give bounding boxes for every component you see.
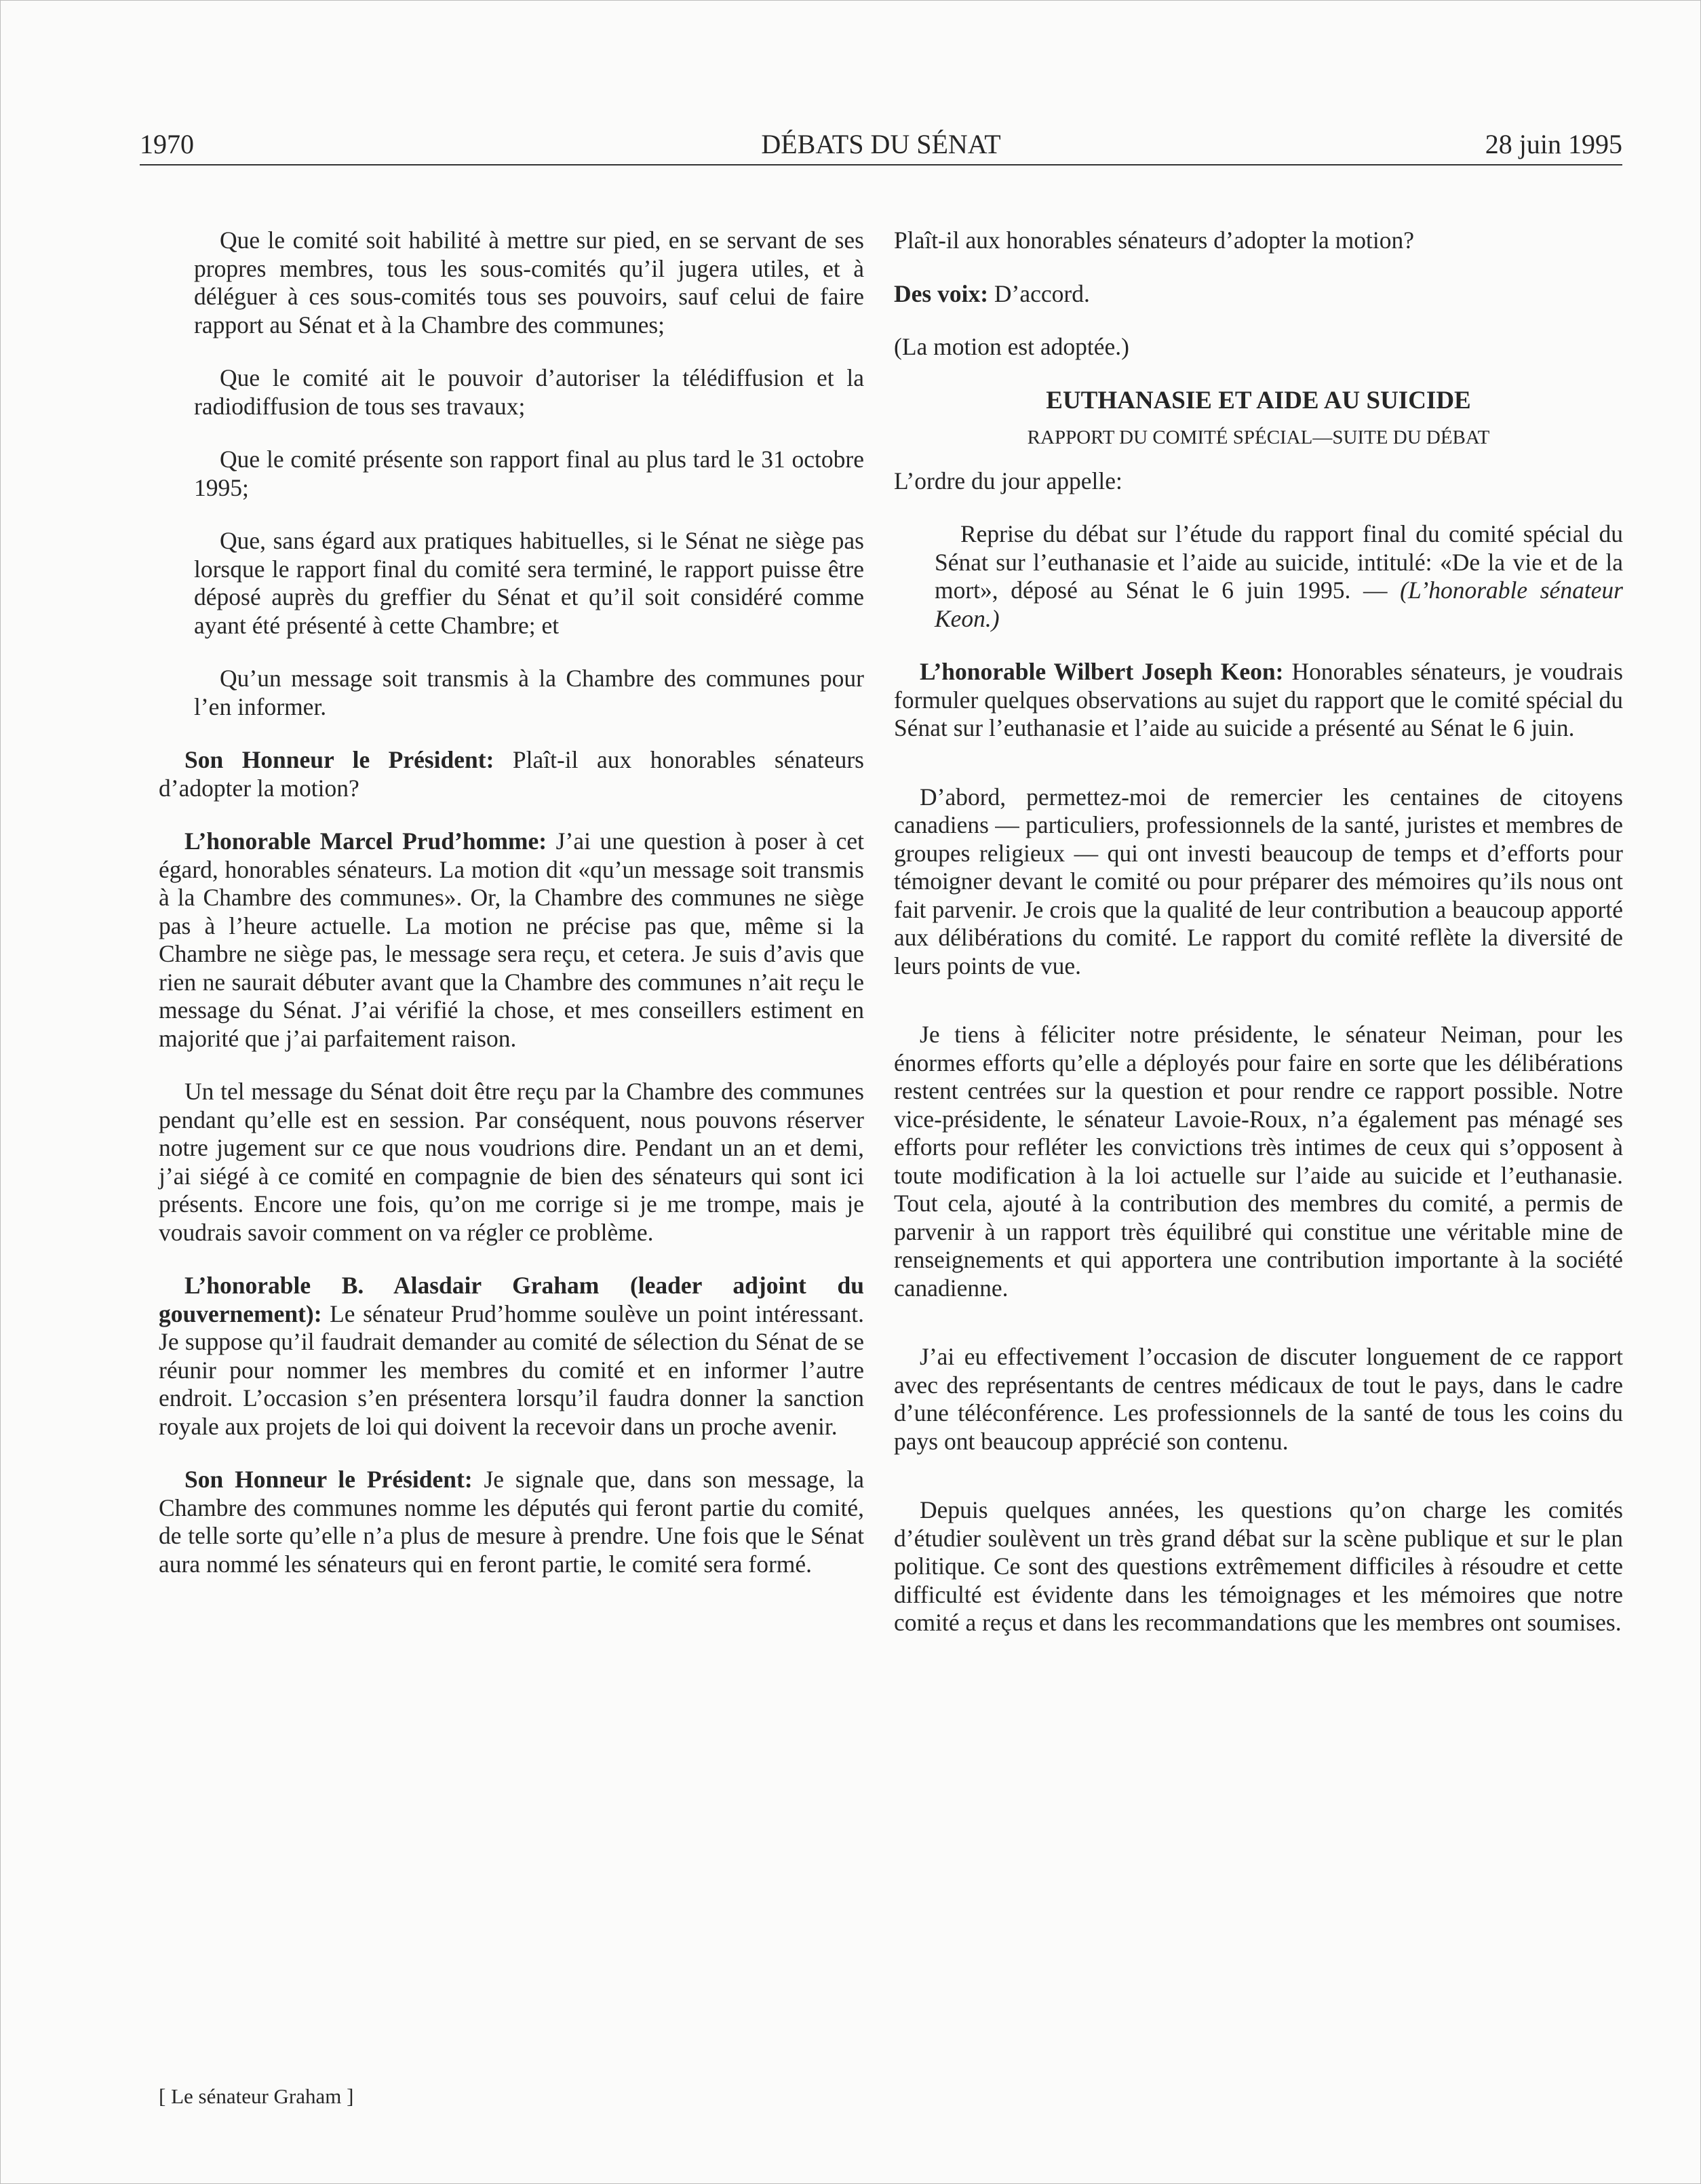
publication-title: DÉBATS DU SÉNAT <box>761 129 1001 159</box>
speech-text: Plaît-il aux honorables sénateurs d’adopter la motion? <box>159 746 864 802</box>
speaker-name: Son Honneur le Président: <box>184 1466 473 1493</box>
speaker-name: L’honorable Wilbert Joseph Keon: <box>920 658 1284 685</box>
speech-paragraph <box>159 1466 864 1578</box>
speech-paragraph <box>894 280 1623 309</box>
page-number: 1970 <box>140 129 194 159</box>
speaker-name: L’honorable B. Alasdair Graham (leader adjoint du gouvernement): <box>159 1272 864 1327</box>
speech-paragraph: D’abord, permettez-moi de remercier les centaines de citoyens canadiens — particuliers, professionnels de la santé, juristes et membres de groupes religieux — qui ont investi beaucoup de temps et d’efforts pour témoigner devant le comité ou pour préparer des mémoires qu’ils nous ont fait parvenir. Je crois que la qualité de leur contribution a beaucoup apporté aux délibérations du comité. Le rapport du comité reflète la diversité de leurs points de vue. <box>894 783 1623 979</box>
speech-text: D’accord. <box>988 279 1090 307</box>
left-column <box>159 227 864 1603</box>
speech-text: Honorables sénateurs, je voudrais formuler quelques observations au sujet du rapport que le comité spécial du Sénat sur l’euthanasie et l’aide au suicide a présenté au Sénat le 6 juin. <box>894 658 1623 741</box>
speech-paragraph <box>159 1272 864 1441</box>
order-text: Reprise du débat sur l’étude du rapport final du comité spécial du Sénat sur l’euthanasie et l’aide au suicide, intitulé: «De la vie et de la mort», déposé au Sénat le 6 juin 1995. — <box>935 520 1623 604</box>
section-title: EUTHANASIE ET AIDE AU SUICIDE <box>1046 386 1471 414</box>
speech-paragraph: Je tiens à féliciter notre présidente, le sénateur Neiman, pour les énormes efforts qu’elle a déployés pour faire en sorte que les délibérations restent centrées sur la question et pour rendre ce rapport possible. Notre vice-présidente, le sénateur Lavoie-Roux, n’a également pas ménagé ses efforts pour refléter les convictions très intimes de ceux qui s’opposent à toute modification à la loi actuelle sur l’aide au suicide et l’euthanasie. Tout cela, ajouté à la contribution des membres du comité, a permis de parvenir à un rapport très équilibré qui constitue une véritable mine de renseignements et qui apportera une contribution importante à la société canadienne. <box>894 1021 1623 1302</box>
motion-clause: Que le comité ait le pouvoir d’autoriser la télédiffusion et la radiodiffusion de tous ses travaux; <box>194 364 864 420</box>
page-header <box>140 128 1622 165</box>
section-subtitle: RAPPORT DU COMITÉ SPÉCIAL—SUITE DU DÉBAT <box>1027 427 1490 448</box>
motion-clause: Que le comité soit habilité à mettre sur pied, en se servant de ses propres membres, tous les sous-comités qu’il jugera utiles, et à déléguer à ces sous-comités tous ses pouvoirs, sauf celui de faire rapport au Sénat et à la Chambre des communes; <box>194 227 864 338</box>
speech-paragraph: Plaît-il aux honorables sénateurs d’adopter la motion? <box>894 227 1414 254</box>
speech-text: Je signale que, dans son message, la Chambre des communes nomme les députés qui feront partie du comité, de telle sorte qu’elle n’a plus de mesure à prendre. Une fois que le Sénat aura nommé les sénateurs qui en feront partie, le comité sera formé. <box>159 1466 864 1578</box>
speech-paragraph <box>894 658 1623 743</box>
speech-paragraph: Depuis quelques années, les questions qu’on charge les comités d’étudier soulèvent un très grand débat sur la scène publique et sur le plan politique. Ce sont des questions extrêmement difficiles à résoudre et cette difficulté est évidente dans les témoignages et les mémoires que notre comité a reçus et dans les recommandations que les membres ont soumises. <box>894 1496 1623 1636</box>
speaker-name: L’honorable Marcel Prud’homme: <box>184 827 547 855</box>
speech-text: Le sénateur Prud’homme soulève un point intéressant. Je suppose qu’il faudrait demander au comité de sélection du Sénat de se réunir pour nommer les membres du comité et en informer l’autre endroit. L’occasion s’en présentera lorsqu’il faudra donner la sanction royale aux projets de loi qui doivent la recevoir dans un proche avenir. <box>159 1300 864 1440</box>
motion-clause: Que, sans égard aux pratiques habituelles, si le Sénat ne siège pas lorsque le rapport final du comité sera terminé, le rapport puisse être déposé auprès du greffier du Sénat et qu’il soit considéré comme ayant été présenté à cette Chambre; et <box>194 527 864 639</box>
speech-paragraph: J’ai eu effectivement l’occasion de discuter longuement de ce rapport avec des représentants de centres médicaux de tout le pays, dans le cadre d’une téléconférence. Les professionnels de la santé de tous les coins du pays ont beaucoup apprécié son contenu. <box>894 1343 1623 1455</box>
speaker-name: Son Honneur le Président: <box>184 746 494 773</box>
page-footer: [ Le sénateur Graham ] <box>159 2084 354 2108</box>
speaker-name: Des voix: <box>894 279 989 307</box>
right-column <box>894 227 1623 1662</box>
speech-paragraph <box>159 746 864 802</box>
order-of-day-item <box>935 520 1623 633</box>
speech-paragraph: Un tel message du Sénat doit être reçu par la Chambre des communes pendant qu’elle est en session. Par conséquent, nous pouvons réserver notre jugement sur ce que nous voudrions dire. Pendant un an et demi, j’ai siégé à ce comité en compagnie de bien des sénateurs qui sont ici présents. Encore une fois, qu’on me corrige si je me trompe, mais je voudrais savoir comment on va régler ce problème. <box>159 1078 864 1246</box>
motion-clause: Que le comité présente son rapport final au plus tard le 31 octobre 1995; <box>194 446 864 501</box>
procedural-note: (La motion est adoptée.) <box>894 333 1129 360</box>
speech-text: J’ai une question à poser à cet égard, honorables sénateurs. La motion dit «qu’un message soit transmis à la Chambre des communes». Or, la Chambre des communes ne siège pas à l’heure actuelle. La motion ne précise pas que, même si la Chambre ne siège pas, le message sera reçu, et cetera. Je suis d’avis que rien ne saurait débuter avant que la Chambre des communes n’ait reçu le message du Sénat. J’ai vérifié la chose, et mes conseillers estiment en majorité que j’ai parfaitement raison. <box>159 827 864 1052</box>
page-date: 28 juin 1995 <box>1485 129 1622 159</box>
motion-clause: Qu’un message soit transmis à la Chambre des communes pour l’en informer. <box>194 665 864 720</box>
order-attribution: (L’honorable sénateur Keon.) <box>935 577 1623 632</box>
speech-paragraph: L’ordre du jour appelle: <box>894 467 1122 494</box>
speech-paragraph <box>159 827 864 1053</box>
